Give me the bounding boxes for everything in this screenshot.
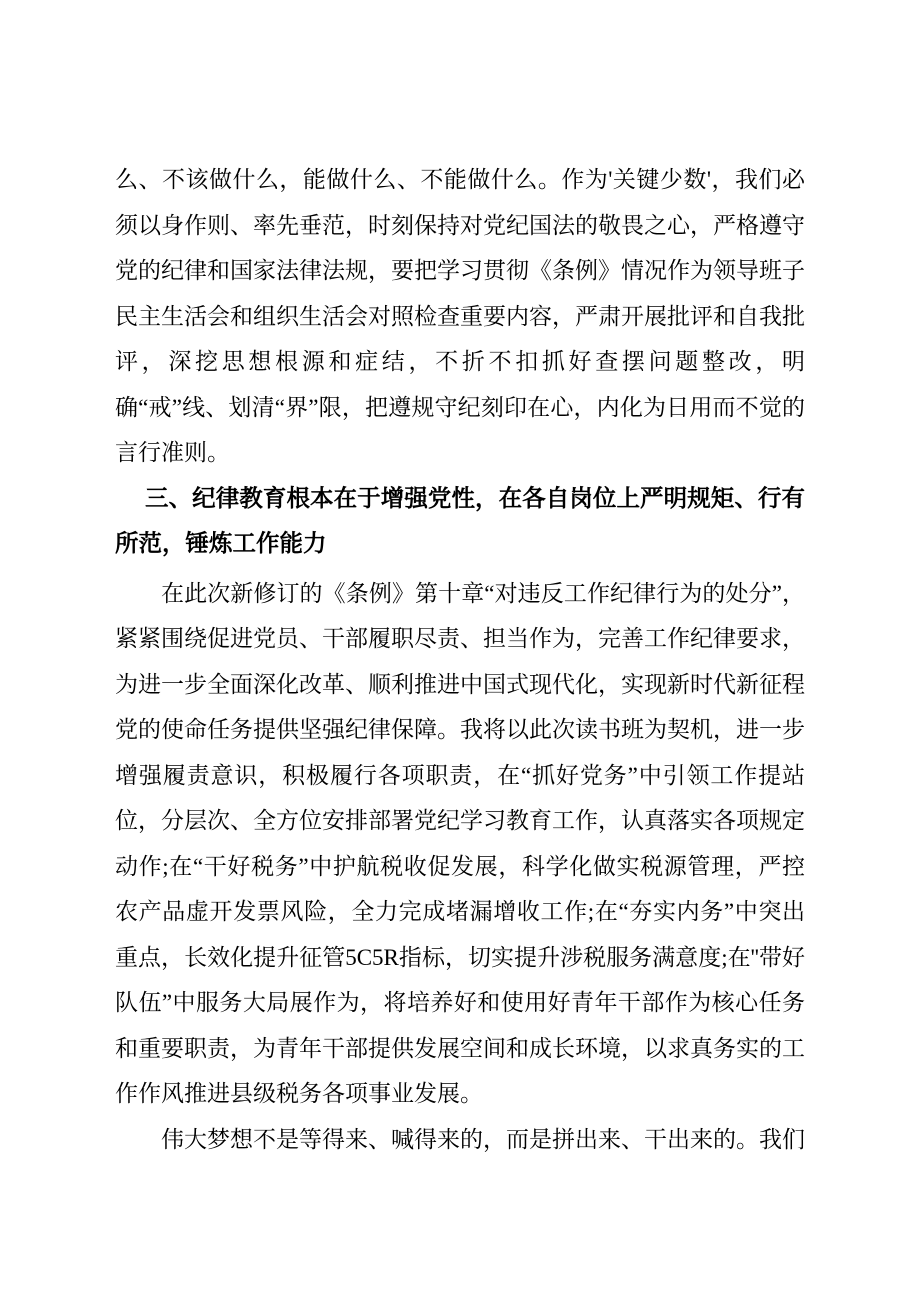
section-heading: 三、纪律教育根本在于增强党性，在各自岗位上严明规矩、行有所范，锤炼工作能力 — [115, 484, 805, 556]
paragraph-body: 在此次新修订的《条例》第十章“对违反工作纪律行为的处分”，紧紧围绕促进党员、干部履职尽责、担当作为，完善工作纪律要求，为进一步全面深化改革、顺利推进中国式现代化，实现新时代新征程党的使命任务提供坚强纪律保障。我将以此次读书班为契机，进一步增强履责意识，积极履行各项职责，在“抓好党务”中引领工作提站位，分层次、全方位安排部署党纪学习教育工作，认真落实各项规定动作;在“干好税务”中护航税收促发展，科学化做实税源管理，严控农产品虚开发票风险，全力完成堵漏增收工作;在“夯实内务”中突出重点，长效化提升征管5C5R指标，切实提升涉税服务满意度;在''带好队伍”中服务大局展作为，将培养好和使用好青年干部作为核心任务和重要职责，为青年干部提供发展空间和成长环境，以求真务实的工作作风推进县级税务各项事业发展。 — [115, 580, 805, 1106]
paragraph-continuation: 么、不该做什么，能做什么、不能做什么。作为'关键少数'，我们必须以身作则、率先垂范，时刻保持对党纪国法的敬畏之心，严格遵守党的纪律和国家法律法规，要把学习贯彻《条例》情况作为领导班子民主生活会和组织生活会对照检查重要内容，严肃开展批评和自我批评，深挖思想根源和症结，不折不扣抓好查摆问题整改，明确“戒”线、划清“界”限，把遵规守纪刻印在心，内化为日用而不觉的言行准则。 — [115, 167, 805, 465]
paragraph-closing: 伟大梦想不是等得来、喊得来的，而是拼出来、干出来的。我们 — [161, 1126, 805, 1152]
